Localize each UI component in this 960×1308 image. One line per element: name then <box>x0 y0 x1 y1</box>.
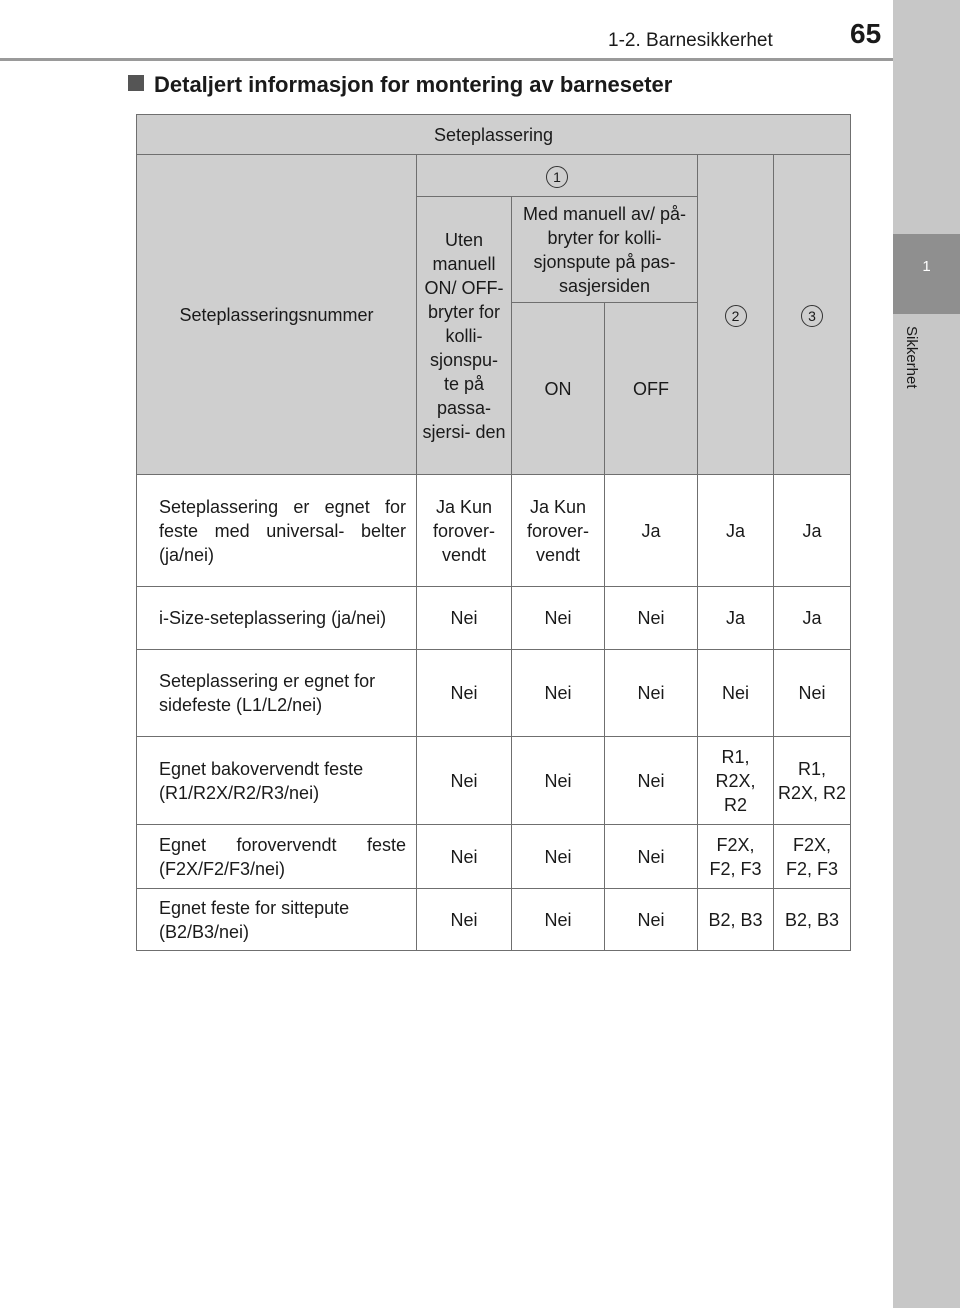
table-cell: Ja Kun forover- vendt <box>417 475 512 587</box>
table-cell: Ja Kun forover- vendt <box>512 475 605 587</box>
section-heading-text: Detaljert informasjon for montering av barneseter <box>154 72 673 97</box>
table-cell: Nei <box>417 889 512 951</box>
table-cell: Nei <box>605 737 698 825</box>
header-rule <box>0 58 893 61</box>
table-cell: B2, B3 <box>698 889 774 951</box>
table-cell: Nei <box>417 650 512 737</box>
table-title: Seteplassering <box>137 115 851 155</box>
table-cell: Nei <box>698 650 774 737</box>
table-cell: R1, R2X, R2 <box>698 737 774 825</box>
table-cell: Nei <box>774 650 851 737</box>
table-row <box>137 737 851 825</box>
col-on: ON <box>512 303 605 475</box>
table-cell: Ja <box>774 587 851 650</box>
position-1-header <box>417 155 698 197</box>
table-cell: Nei <box>605 889 698 951</box>
table-cell: Nei <box>605 587 698 650</box>
col-with-switch: Med manuell av/ på-bryter for kolli- sjonspute på pas- sasjersiden <box>512 197 698 303</box>
table-cell: Ja <box>698 475 774 587</box>
side-tab-number: 1 <box>922 258 931 275</box>
table-cell: Nei <box>512 650 605 737</box>
table-cell: F2X, F2, F3 <box>774 825 851 889</box>
table-cell: Nei <box>512 737 605 825</box>
section-heading <box>128 72 672 98</box>
table-cell: Nei <box>512 889 605 951</box>
row-label: i-Size-seteplassering (ja/nei) <box>137 587 417 650</box>
table-cell: Nei <box>512 587 605 650</box>
table-row <box>137 587 851 650</box>
seat-info-table <box>136 114 851 951</box>
position-3-header <box>774 155 851 475</box>
square-bullet-icon <box>128 75 144 91</box>
side-tab-label <box>898 326 928 416</box>
circled-number-3-icon: 3 <box>801 305 823 327</box>
table-cell: F2X, F2, F3 <box>698 825 774 889</box>
table-cell: Ja <box>605 475 698 587</box>
table-cell: Ja <box>774 475 851 587</box>
page-number: 65 <box>850 18 882 49</box>
position-2-header <box>698 155 774 475</box>
side-bar <box>893 0 960 1308</box>
table-row <box>137 889 851 951</box>
table-cell: R1, R2X, R2 <box>774 737 851 825</box>
col-off: OFF <box>605 303 698 475</box>
table-cell: Nei <box>417 825 512 889</box>
table-cell: Nei <box>605 650 698 737</box>
table-cell: Nei <box>417 587 512 650</box>
circled-number-2-icon: 2 <box>725 305 747 327</box>
col-without-switch: Uten manuell ON/ OFF- bryter for kolli- sjonspu- te på passa- sjersi- den <box>417 197 512 475</box>
row-label: Egnet feste for sittepute (B2/B3/nei) <box>137 889 417 951</box>
section-title: 1-2. Barnesikkerhet <box>608 30 773 51</box>
row-label: Egnet bakovervendt feste (R1/R2X/R2/R3/nei) <box>137 737 417 825</box>
table-cell: B2, B3 <box>774 889 851 951</box>
circled-number-1-icon: 1 <box>546 166 568 188</box>
table-row <box>137 650 851 737</box>
table-cell: Nei <box>605 825 698 889</box>
row-label: Egnet forovervendt feste (F2X/F2/F3/nei) <box>137 825 417 889</box>
table-cell: Ja <box>698 587 774 650</box>
row-label: Seteplassering er egnet for feste med universal- belter (ja/nei) <box>137 475 417 587</box>
table-cell: Nei <box>417 737 512 825</box>
table-cell: Nei <box>512 825 605 889</box>
row-label: Seteplassering er egnet for sidefeste (L1/L2/nei) <box>137 650 417 737</box>
row-header-cell: Seteplasseringsnummer <box>137 155 417 475</box>
table-row <box>137 825 851 889</box>
table-row <box>137 475 851 587</box>
side-tab-label-text: Sikkerhet <box>903 326 920 389</box>
